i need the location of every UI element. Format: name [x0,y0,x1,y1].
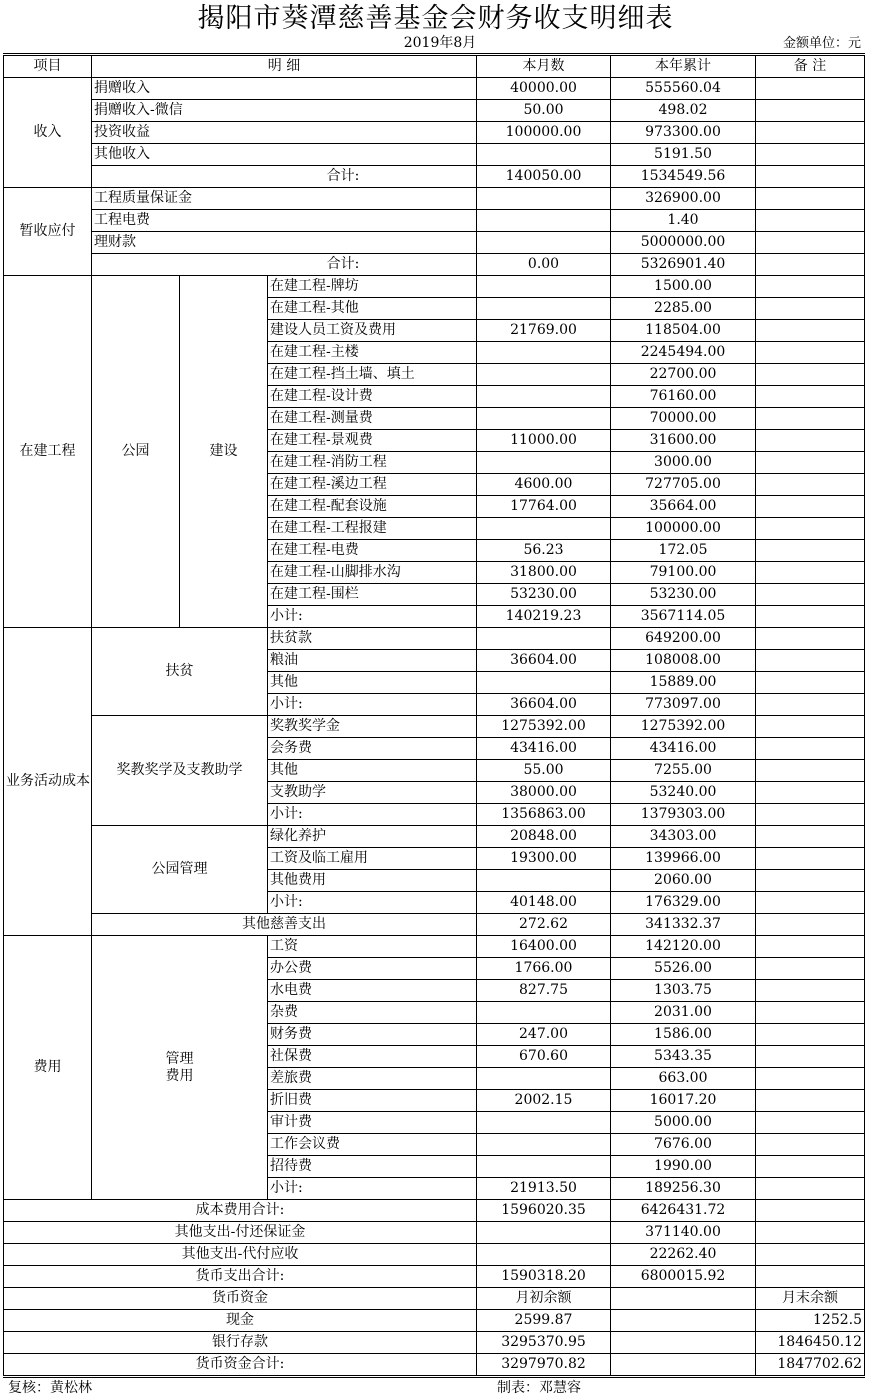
note-cell [756,1046,865,1068]
header-note: 备 注 [756,55,865,78]
report-date: 2019年8月 [403,35,477,51]
detail-name: 其他费用 [268,870,477,892]
note-cell [756,672,865,694]
note-cell [756,870,865,892]
table-row [4,936,865,958]
note-cell [756,474,865,496]
month-amount: 11000.00 [477,430,611,452]
detail-name: 社保费 [268,1046,477,1068]
note-cell [756,848,865,870]
year-amount: 973300.00 [611,122,756,144]
note-cell [756,1068,865,1090]
month-amount: 0.00 [477,254,611,276]
funds-begin-amount: 3297970.82 [477,1354,611,1377]
month-amount: 31800.00 [477,562,611,584]
detail-name: 审计费 [268,1112,477,1134]
note-cell [756,1200,865,1222]
month-amount: 1590318.20 [477,1266,611,1288]
month-amount [477,1222,611,1244]
month-amount [477,1134,611,1156]
note-cell [756,1156,865,1178]
business-group-poverty: 扶贫 [92,628,268,716]
note-cell [756,78,865,100]
detail-name: 在建工程-工程报建 [268,518,477,540]
note-cell [756,760,865,782]
year-amount: 189256.30 [611,1178,756,1200]
detail-name: 招待费 [268,1156,477,1178]
year-amount: 16017.20 [611,1090,756,1112]
construction-park: 公园 [92,276,180,628]
detail-name: 小计: [268,804,477,826]
detail-name: 杂费 [268,1002,477,1024]
year-amount: 15889.00 [611,672,756,694]
funds-label: 货币资金 [4,1288,477,1310]
finance-table [3,53,865,1378]
construction-build: 建设 [180,276,268,628]
total-label: 合计: [92,254,477,276]
month-amount [477,276,611,298]
funds-name: 银行存款 [4,1332,477,1354]
funds-row [4,1310,865,1332]
detail-name: 工资 [268,936,477,958]
detail-name: 支教助学 [268,782,477,804]
month-amount: 272.62 [477,914,611,936]
year-amount: 5000000.00 [611,232,756,254]
table-row [4,144,865,166]
note-cell [756,452,865,474]
detail-name: 小计: [268,892,477,914]
total-label: 合计: [92,166,477,188]
table-row [4,122,865,144]
note-cell [756,320,865,342]
year-amount: 727705.00 [611,474,756,496]
detail-name: 工资及临工雇用 [268,848,477,870]
month-amount [477,1068,611,1090]
detail-name: 在建工程-牌坊 [268,276,477,298]
note-cell [756,936,865,958]
detail-name: 扶贫款 [268,628,477,650]
year-amount: 1500.00 [611,276,756,298]
summary-row [4,1200,865,1222]
detail-name: 工程电费 [92,210,477,232]
year-amount: 22262.40 [611,1244,756,1266]
note-cell [756,1024,865,1046]
funds-header-row [4,1288,865,1310]
year-amount: 663.00 [611,1068,756,1090]
year-amount: 498.02 [611,100,756,122]
note-cell [756,716,865,738]
month-amount: 17764.00 [477,496,611,518]
note-cell [756,100,865,122]
year-amount: 76160.00 [611,386,756,408]
funds-row [4,1332,865,1354]
year-amount: 1586.00 [611,1024,756,1046]
note-cell [756,650,865,672]
year-amount: 79100.00 [611,562,756,584]
note-cell [756,958,865,980]
month-amount [477,1002,611,1024]
month-amount: 36604.00 [477,694,611,716]
month-amount: 140219.23 [477,606,611,628]
funds-empty [611,1310,756,1332]
detail-name: 在建工程-溪边工程 [268,474,477,496]
summary-row [4,1266,865,1288]
detail-name: 绿化养护 [268,826,477,848]
note-cell [756,584,865,606]
note-cell [756,166,865,188]
funds-name: 现金 [4,1310,477,1332]
detail-name: 水电费 [268,980,477,1002]
year-amount: 53240.00 [611,782,756,804]
month-amount: 4600.00 [477,474,611,496]
year-amount: 22700.00 [611,364,756,386]
year-amount: 5191.50 [611,144,756,166]
detail-name: 捐赠收入 [92,78,477,100]
total-row [4,254,865,276]
year-amount: 773097.00 [611,694,756,716]
management-expenses [92,936,268,1200]
year-amount: 2285.00 [611,298,756,320]
month-amount: 56.23 [477,540,611,562]
note-cell [756,782,865,804]
preparer-signature: 制表：邓慧容 [497,1380,581,1396]
note-cell [756,1090,865,1112]
year-amount: 2031.00 [611,1002,756,1024]
total-row [4,166,865,188]
table-row [4,100,865,122]
note-cell [756,518,865,540]
note-cell [756,122,865,144]
note-cell [756,144,865,166]
detail-name: 在建工程-测量费 [268,408,477,430]
funds-name: 货币资金合计: [4,1354,477,1377]
month-amount: 140050.00 [477,166,611,188]
month-amount: 55.00 [477,760,611,782]
table-row [4,716,865,738]
detail-name: 在建工程-围栏 [268,584,477,606]
detail-name: 其他收入 [92,144,477,166]
note-cell [756,188,865,210]
table-row [4,232,865,254]
month-amount: 21913.50 [477,1178,611,1200]
note-cell [756,430,865,452]
month-amount: 43416.00 [477,738,611,760]
year-amount: 326900.00 [611,188,756,210]
reviewer-signature: 复核：黄松林 [8,1380,92,1396]
report-title: 揭阳市葵潭慈善基金会财务收支明细表 [197,3,674,34]
month-amount [477,518,611,540]
detail-name: 工程质量保证金 [92,188,477,210]
detail-name: 在建工程-设计费 [268,386,477,408]
summary-row [4,1222,865,1244]
note-cell [756,826,865,848]
note-cell [756,232,865,254]
month-amount [477,452,611,474]
header-item: 项目 [4,55,92,78]
detail-name: 会务费 [268,738,477,760]
month-amount: 1356863.00 [477,804,611,826]
detail-name: 在建工程-主楼 [268,342,477,364]
note-cell [756,980,865,1002]
section-expenses: 费用 [4,936,92,1200]
section-income: 收入 [4,78,92,188]
year-amount: 43416.00 [611,738,756,760]
year-amount: 371140.00 [611,1222,756,1244]
month-amount: 38000.00 [477,782,611,804]
management-line1: 管理 [165,1050,194,1067]
note-cell [756,342,865,364]
year-amount: 70000.00 [611,408,756,430]
year-amount: 2245494.00 [611,342,756,364]
note-cell [756,694,865,716]
month-amount [477,298,611,320]
month-amount: 16400.00 [477,936,611,958]
management-line2: 费用 [165,1067,194,1084]
month-amount [477,144,611,166]
header-row [4,55,865,78]
table-body [4,55,865,1377]
year-amount: 35664.00 [611,496,756,518]
month-amount [477,870,611,892]
month-amount: 40000.00 [477,78,611,100]
other-charity-row [4,914,865,936]
year-amount: 3567114.05 [611,606,756,628]
header-year: 本年累计 [611,55,756,78]
year-amount: 34303.00 [611,826,756,848]
month-amount: 827.75 [477,980,611,1002]
detail-name: 在建工程-山脚排水沟 [268,562,477,584]
detail-name: 折旧费 [268,1090,477,1112]
year-amount: 1534549.56 [611,166,756,188]
month-amount: 100000.00 [477,122,611,144]
table-row [4,188,865,210]
year-amount: 53230.00 [611,584,756,606]
year-amount: 7676.00 [611,1134,756,1156]
note-cell [756,254,865,276]
detail-name: 小计: [268,694,477,716]
year-amount: 172.05 [611,540,756,562]
year-amount: 7255.00 [611,760,756,782]
header-month: 本月数 [477,55,611,78]
detail-name: 投资收益 [92,122,477,144]
note-cell [756,364,865,386]
month-amount: 1596020.35 [477,1200,611,1222]
month-amount [477,210,611,232]
month-amount: 50.00 [477,100,611,122]
note-cell [756,276,865,298]
detail-name: 差旅费 [268,1068,477,1090]
note-cell [756,386,865,408]
detail-name: 捐赠收入-微信 [92,100,477,122]
table-row [4,210,865,232]
note-cell [756,1244,865,1266]
year-amount: 5343.35 [611,1046,756,1068]
month-amount [477,342,611,364]
month-amount: 19300.00 [477,848,611,870]
year-amount: 6800015.92 [611,1266,756,1288]
note-cell [756,562,865,584]
year-amount: 3000.00 [611,452,756,474]
detail-name: 其他 [268,672,477,694]
detail-name: 建设人员工资及费用 [268,320,477,342]
year-amount: 1275392.00 [611,716,756,738]
month-amount [477,1244,611,1266]
month-amount [477,232,611,254]
month-amount: 40148.00 [477,892,611,914]
year-amount: 6426431.72 [611,1200,756,1222]
note-cell [756,408,865,430]
detail-name: 在建工程-消防工程 [268,452,477,474]
summary-label: 货币支出合计: [4,1266,477,1288]
detail-name: 工作会议费 [268,1134,477,1156]
funds-row [4,1354,865,1377]
funds-begin-amount: 2599.87 [477,1310,611,1332]
funds-end-label: 月末余额 [756,1288,865,1310]
month-amount: 2002.15 [477,1090,611,1112]
month-amount: 21769.00 [477,320,611,342]
funds-empty [611,1354,756,1377]
funds-begin-amount: 3295370.95 [477,1332,611,1354]
note-cell [756,1112,865,1134]
month-amount [477,386,611,408]
month-amount [477,628,611,650]
detail-name: 理财款 [92,232,477,254]
year-amount: 5000.00 [611,1112,756,1134]
note-cell [756,496,865,518]
month-amount [477,188,611,210]
month-amount: 1766.00 [477,958,611,980]
year-amount: 5326901.40 [611,254,756,276]
detail-name: 在建工程-配套设施 [268,496,477,518]
table-row [4,628,865,650]
year-amount: 100000.00 [611,518,756,540]
other-charity-label: 其他慈善支出 [92,914,477,936]
note-cell [756,540,865,562]
funds-empty [611,1332,756,1354]
year-amount: 341332.37 [611,914,756,936]
detail-name: 在建工程-电费 [268,540,477,562]
note-cell [756,1222,865,1244]
note-cell [756,738,865,760]
funds-end-amount: 1846450.12 [756,1332,865,1354]
detail-name: 粮油 [268,650,477,672]
note-cell [756,210,865,232]
year-amount: 31600.00 [611,430,756,452]
detail-name: 小计: [268,606,477,628]
summary-label: 其他支出-付还保证金 [4,1222,477,1244]
year-amount: 176329.00 [611,892,756,914]
note-cell [756,804,865,826]
detail-name: 财务费 [268,1024,477,1046]
table-row [4,276,865,298]
funds-empty [611,1288,756,1310]
detail-name: 在建工程-其他 [268,298,477,320]
summary-row [4,1244,865,1266]
year-amount: 5526.00 [611,958,756,980]
month-amount: 53230.00 [477,584,611,606]
year-amount: 1379303.00 [611,804,756,826]
year-amount: 1990.00 [611,1156,756,1178]
header-detail: 明 细 [92,55,477,78]
year-amount: 555560.04 [611,78,756,100]
amount-unit: 金额单位：元 [782,36,861,51]
year-amount: 1.40 [611,210,756,232]
funds-end-amount: 1252.5 [756,1310,865,1332]
table-row [4,78,865,100]
detail-name: 奖教奖学金 [268,716,477,738]
month-amount [477,408,611,430]
business-group-education: 奖教奖学及支教助学 [92,716,268,826]
note-cell [756,606,865,628]
year-amount: 649200.00 [611,628,756,650]
month-amount [477,364,611,386]
section-temp-payable: 暂收应付 [4,188,92,276]
note-cell [756,892,865,914]
month-amount: 670.60 [477,1046,611,1068]
detail-name: 办公费 [268,958,477,980]
summary-label: 成本费用合计: [4,1200,477,1222]
month-amount: 247.00 [477,1024,611,1046]
year-amount: 142120.00 [611,936,756,958]
year-amount: 108008.00 [611,650,756,672]
section-business-cost: 业务活动成本 [4,628,92,936]
section-construction: 在建工程 [4,276,92,628]
month-amount [477,672,611,694]
year-amount: 1303.75 [611,980,756,1002]
month-amount [477,1112,611,1134]
detail-name: 小计: [268,1178,477,1200]
note-cell [756,628,865,650]
business-group-park: 公园管理 [92,826,268,914]
year-amount: 2060.00 [611,870,756,892]
month-amount: 20848.00 [477,826,611,848]
month-amount: 1275392.00 [477,716,611,738]
note-cell [756,1266,865,1288]
year-amount: 139966.00 [611,848,756,870]
detail-name: 在建工程-景观费 [268,430,477,452]
funds-end-amount: 1847702.62 [756,1354,865,1377]
summary-label: 其他支出-代付应收 [4,1244,477,1266]
note-cell [756,298,865,320]
table-row [4,826,865,848]
note-cell [756,914,865,936]
funds-begin-label: 月初余额 [477,1288,611,1310]
note-cell [756,1002,865,1024]
detail-name: 在建工程-挡土墙、填土 [268,364,477,386]
year-amount: 118504.00 [611,320,756,342]
note-cell [756,1134,865,1156]
detail-name: 其他 [268,760,477,782]
month-amount: 36604.00 [477,650,611,672]
note-cell [756,1178,865,1200]
month-amount [477,1156,611,1178]
